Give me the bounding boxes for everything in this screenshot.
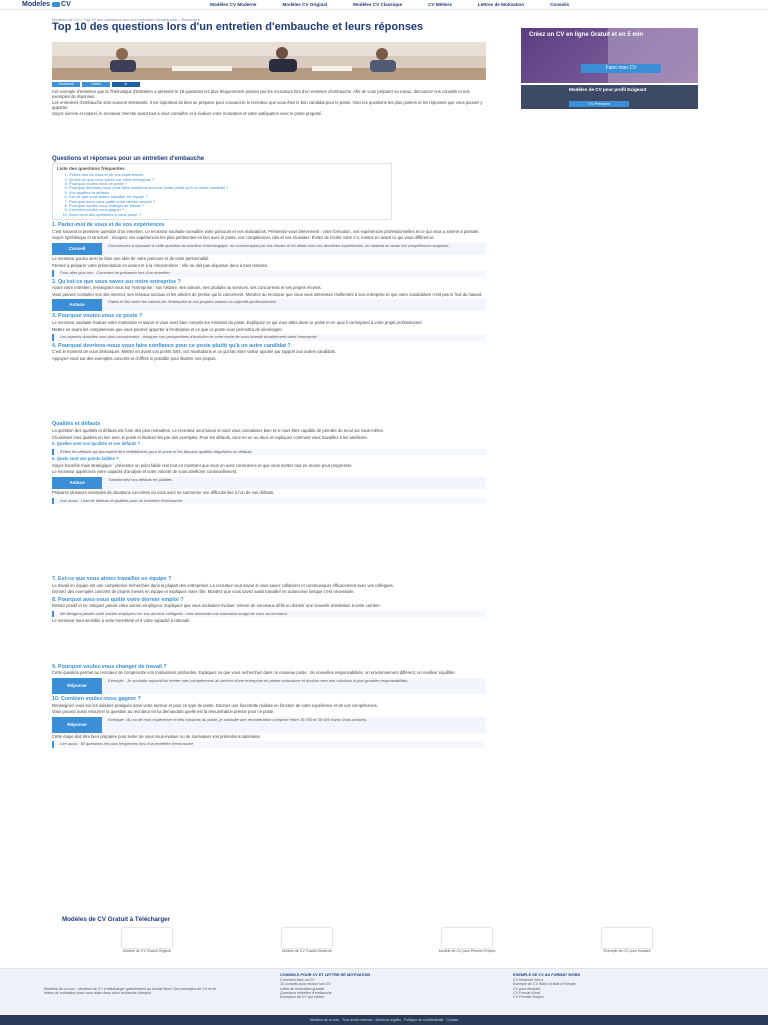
toc-item[interactable]: 1. Parlez-moi de vous et de vos expériences (69, 173, 387, 177)
callout-text: Faites le lien entre les valeurs de l'entreprise et vos propres valeurs ou objectifs professionnels. (108, 299, 277, 305)
share-buttons (52, 82, 140, 87)
callout-tag: Astuce (52, 299, 102, 311)
footer-link[interactable]: Exemples de CV par métier (280, 995, 324, 1000)
paragraph: Donnez des exemples concrets de projets menés en équipe et expliquez votre rôle. Montrez que vous savez aussi travailler en autonomie lorsque c'est nécessaire. (52, 589, 355, 595)
paragraph: Renseignez-vous sur les salaires pratiqués dans votre secteur et pour ce type de poste. Donnez une fourchette réaliste en fonction de votre expérience et de vos compétences. (52, 702, 378, 708)
question-heading: 8. Pourquoi avez-vous quitté votre dernier emploi ? (52, 596, 184, 603)
footer-link[interactable]: CV Premier Emploi (513, 995, 544, 1000)
promo-text: Créez un CV en ligne Gratuit et en 5 min (529, 32, 644, 38)
top-navigation (0, 0, 768, 10)
paragraph: Le recruteur souhaite évaluer votre motivation et savoir si vous avez bien compris les missions du poste. Expliquez ce qui vous attire dans ce poste et en quoi il correspond à votre projet professionnel. (52, 319, 423, 325)
paragraph: Pensez à préparer votre présentation en amont et à la chronométrer : elle ne doit pas dépasser deux à trois minutes. (52, 262, 269, 268)
paragraph: Le recruteur sera sensible à votre honnêteté et à votre capacité à rebondir. (52, 618, 191, 624)
hero-image (52, 42, 486, 80)
answer-callout (52, 678, 486, 694)
footer-link[interactable]: CV Format Word (513, 990, 540, 995)
advice-callout (52, 243, 486, 255)
main-menu (210, 0, 595, 9)
nav-link-conseils[interactable]: Conseils (550, 2, 570, 7)
question-heading: 4. Pourquoi devrions-nous vous faire confiance pour ce poste plutôt qu'à un autre candidat ? (52, 342, 291, 349)
template-caption[interactable]: Modèle de CV pour Premier Emploi (438, 949, 496, 953)
question-heading: 9. Pourquoi voulez-vous changer de travail ? (52, 663, 167, 670)
share-twitter-button[interactable]: Twitter (82, 82, 110, 87)
paragraph: C'est le moment de vous démarquer. Mettez en avant vos points forts, vos réalisations et ce qui fait votre valeur ajoutée par rapport aux autres candidats. (52, 349, 337, 355)
paragraph: C'est souvent la première question d'un entretien. Le recruteur souhaite connaître votre parcours et vos motivations. Présentez-vous brièvement : votre formation, vos expériences professionnelles et ce qui vous a amené à postuler. (52, 228, 480, 234)
footer-heading: CONSEILS POUR CV ET LETTRE DE MOTIVATION (280, 973, 371, 977)
callout-tag: Réponse (52, 678, 102, 694)
subheading: 6. Quels sont vos points faibles ? (52, 456, 119, 462)
paragraph: Choisissez trois qualités en lien avec le poste et illustrez-les par des exemples. Pour les défauts, citez-en un ou deux et expliquez comment vous travaillez à les améliorer. (52, 434, 368, 440)
nav-link-original[interactable]: Modèles CV Original (282, 2, 328, 7)
callout-tag: Astuce (52, 477, 102, 489)
question-heading: 7. Est-ce que vous aimez travailler en équipe ? (52, 575, 172, 582)
breadcrumb[interactable]: Modèles de CV > Top 10 des questions lors d'un entretien d'embauche > Réponses (52, 17, 200, 22)
paragraph: Préparez plusieurs exemples de situations concrètes où vous avez su surmonter une difficulté liée à l'un de vos défauts. (52, 489, 275, 495)
sidebar (521, 28, 698, 109)
intro-paragraph: Cet exemple d'entretien que la Thématique d'Entretien a présenté le 19 questions les plus fréquemment posées par les recruteurs lors d'un entretien d'embauche. Afin de vous préparer au mieux, découvrez nos conseils et nos exemples de réponses. (52, 89, 470, 99)
article-body (52, 90, 486, 750)
nav-link-metiers[interactable]: CV Métiers (428, 2, 452, 7)
page-title: Top 10 des questions lors d'un entretien d'embauche et leurs réponses (52, 21, 424, 33)
paragraph: Vous pouvez aussi retourner la question au recruteur en lui demandant quelle est la rémunération prévue pour ce poste. (52, 709, 275, 715)
read-more-note[interactable]: Voir aussi : Liste de défauts et qualités pour un entretien d'embauche (52, 498, 486, 504)
paragraph: Restez positif et ne critiquez jamais votre ancien employeur. Expliquez que vous souhaitez évoluer, relever de nouveaux défis ou donner une nouvelle orientation à votre carrière. (52, 603, 381, 609)
share-facebook-button[interactable]: Facebook (52, 82, 80, 87)
toc-heading: Liste des questions fréquentes (57, 165, 125, 171)
footer-col-word (513, 973, 713, 999)
callout-text: Transformez vos défauts en qualités (108, 476, 173, 482)
footer-about: Modeles-de-cv.com - Modèles de CV à télécharger gratuitement au format Word. Des exemples de CV et de lettres de motivation pour vous aider dans votre recherche d'emploi. (44, 987, 217, 996)
toc-item[interactable]: 4. Pourquoi devrions-nous vous faire confiance pour ce poste plutôt qu'à un autre candidat ? (69, 186, 387, 190)
make-cv-button[interactable]: Faire mon CV (581, 64, 661, 73)
logo-suffix: CV (61, 0, 71, 8)
callout-text: Exemple : Au vu de mon expérience et des missions du poste, je souhaite une rémunération comprise entre 35 000 et 38 000 euros bruts annuels. (108, 716, 368, 722)
document-icon (52, 2, 60, 7)
callout-tag: Conseil (52, 243, 102, 255)
footer-bottom-bar: Modeles-de-cv.com - Tous droits réservés - Mentions légales - Politique de confidentialité - Contact (0, 1015, 768, 1025)
tip-callout (52, 299, 486, 311)
paragraph: Vous pouvez consulter son site internet, ses réseaux sociaux et les articles de presse qui la concernent. Montrez au recruteur que vous vous intéressez réellement à son entreprise et que votre candidature n'est pas le fruit du hasard. (52, 291, 483, 297)
quote-note: Évitez les défauts qui pourraient être rédhibitoires pour le poste et les fausses qualités déguisées en défauts. (52, 449, 486, 455)
premium-button[interactable]: CV Premium (569, 101, 629, 107)
question-heading: 10. Combien voulez-vous gagner ? (52, 696, 141, 703)
sidebar-cv-promo (521, 28, 698, 83)
callout-text: Exemple : Je souhaite aujourd'hui mettre mes compétences au service d'une entreprise en pleine croissance et évoluer vers des missions à plus grandes responsabilités. (108, 678, 409, 684)
footer-link[interactable]: Lettre de motivation gratuite (280, 986, 325, 991)
toc-item[interactable]: 3. Pourquoi voulez-vous ce poste ? (69, 182, 387, 186)
paragraph: Soyez honnête mais stratégique : présentez un point faible réel tout en montrant que vous en avez conscience et que vous mettez tout en œuvre pour progresser. (52, 462, 353, 468)
read-more-note[interactable]: Pour aller plus loin : Comment se présenter lors d'un entretien (52, 270, 486, 276)
footer-link[interactable]: CV Moderne Word (513, 978, 543, 983)
subheading: 5. Quelles sont vos qualités et vos défauts ? (52, 441, 141, 447)
paragraph: Le travail en équipe est une compétence recherchée dans la plupart des entreprises. Le recruteur veut savoir si vous savez collaborer et communiquer efficacement avec vos collègues. (52, 582, 394, 588)
paragraph: Avant votre entretien, renseignez-vous sur l'entreprise : son histoire, ses valeurs, ses produits ou services, ses concurrents et ses projets récents. (52, 285, 322, 291)
footer-col-advice (280, 973, 480, 999)
paragraph: Soyez synthétique et structuré : évoquez vos expériences les plus pertinentes en lien avec le poste, vos compétences clés et vos réussites. Évitez de réciter votre CV, mettez en avant ce qui vous différencie. (52, 235, 435, 241)
paragraph: Cette question permet au recruteur de comprendre vos motivations profondes. Expliquez ce que vous recherchez dans ce nouveau poste : de nouvelles responsabilités, un environnement différent, un meilleur équilibre. (52, 670, 456, 676)
question-heading: 2. Qu'est-ce que vous savez sur notre entreprise ? (52, 278, 181, 285)
paragraph: La question des qualités et défauts est l'une des plus redoutées. Le recruteur veut savoir si vous vous connaissez bien et si vous êtes capable de prendre du recul sur vous-même. (52, 427, 385, 433)
paragraph: Mettez en avant les compétences que vous pourrez apporter à l'entreprise et ce que ce poste vous permettra de développer. (52, 326, 283, 332)
callout-tag: Réponse (52, 717, 102, 733)
template-thumbnail[interactable] (122, 928, 172, 948)
intro-paragraph: Soyez sincère et naturel, le recruteur cherche avant tout à vous connaître et à évaluer votre motivation et votre adéquation avec le poste proposé. (52, 111, 323, 117)
toc-item[interactable]: 2. Qu'est-ce que vous savez sur notre entreprise ? (69, 178, 387, 182)
template-caption[interactable]: Modèle de CV Gratuit Moderne (282, 949, 332, 953)
footer-link[interactable]: CV pour étudiant (513, 986, 540, 991)
templates-row (82, 928, 722, 952)
template-thumbnail[interactable] (442, 928, 492, 948)
toc-item[interactable]: 7. Pourquoi avez-vous quitté votre dernier emploi ? (69, 200, 387, 204)
sidebar-premium-promo (521, 85, 698, 109)
paragraph: Le recruteur appréciera votre capacité d'analyse et votre volonté de vous améliorer continuellement. (52, 469, 238, 475)
footer-link[interactable]: 10 conseils pour réussir son CV (280, 982, 331, 987)
site-footer (0, 968, 768, 1025)
toc-item[interactable]: 10. Avez-vous des questions à nous poser ? (69, 213, 387, 217)
paragraph: Le recruteur pourra ainsi se faire une idée de votre parcours et de votre personnalité. (52, 256, 210, 261)
premium-text: Modèles de CV pour profil Exigeant (569, 87, 647, 92)
toc-item[interactable]: 8. Pourquoi voulez-vous changer de travail ? (69, 204, 387, 208)
share-linkedin-button[interactable]: in (112, 82, 140, 87)
nav-link-moderne[interactable]: Modèles CV Moderne (210, 2, 257, 7)
paragraph: Cette étape doit être bien préparée pour éviter de vous sous-évaluer ou de surévaluer vos prétentions salariales. (52, 733, 261, 739)
section-title: Questions et réponses pour un entretien d'embauche (52, 155, 205, 162)
toc-item[interactable]: 9. Combien voulez-vous gagner ? (69, 208, 387, 212)
intro-paragraph: Les entretiens d'embauche sont souvent stressants. Il est important de bien se préparer pour convaincre le recruteur que vous êtes le bon candidat pour le poste. Voici les questions les plus posées et les réponses que vous pouvez y apporter. (52, 100, 483, 110)
callout-text: Commencez à répondre à cette question de manière chronologique, en commençant par vos études et en allant vers vos dernières expériences, en mettant en avant les compétences acquises. (108, 243, 450, 248)
template-caption[interactable]: Exemple de CV pour étudiant (603, 949, 651, 953)
table-of-contents (52, 163, 392, 220)
site-logo[interactable] (22, 0, 71, 9)
read-more-note[interactable]: Lire aussi : 50 questions les plus fréquentes lors d'un entretien d'embauche (52, 741, 486, 747)
footer-heading: EXEMPLE DE CV AU FORMAT WORD (513, 973, 581, 977)
question-heading: Qualités et défauts (52, 421, 101, 428)
template-thumbnail[interactable] (282, 928, 332, 948)
toc-item[interactable]: 6. Est-ce que vous aimez travailler en équipe ? (69, 195, 387, 199)
footer-link[interactable]: Exemple de CV Word Gratuit à Remplir (513, 982, 576, 987)
free-templates-section (52, 916, 712, 953)
interview-illustration (52, 42, 486, 80)
paragraph: Appuyez-vous sur des exemples concrets et chiffrés si possible pour illustrer vos propos. (52, 355, 217, 361)
nav-link-lettres[interactable]: Lettres de Motivation (477, 2, 525, 7)
tip-callout (52, 477, 486, 489)
question-heading: 3. Pourquoi voulez-vous ce poste ? (52, 313, 143, 320)
templates-title: Modèles de CV Gratuit à Télécharger (62, 916, 170, 923)
toc-item[interactable]: 5. Vos qualités et défauts (69, 191, 387, 195)
quote-note: Les aspects durables sont plus convaincants : évoquez vos perspectives d'évolution et votre envie de vous investir durablement dans l'entreprise. (52, 334, 486, 340)
quote-note: Ne dénigrez jamais votre ancien employeur ou vos anciens collègues : cela donnerait une mauvaise image de vous au recruteur. (52, 611, 486, 617)
footer-link[interactable]: Questions entretien d'embauche (280, 990, 332, 995)
answer-callout (52, 717, 486, 733)
logo-text: Modeles (22, 0, 51, 8)
template-thumbnail[interactable] (602, 928, 652, 948)
nav-link-classique[interactable]: Modèles CV Classique (353, 2, 403, 7)
question-heading: 1. Parlez-moi de vous et de vos expériences (52, 222, 165, 229)
template-caption[interactable]: Modèle de CV Gratuit Original (123, 949, 171, 953)
footer-link[interactable]: Comment faire un CV (280, 978, 315, 983)
